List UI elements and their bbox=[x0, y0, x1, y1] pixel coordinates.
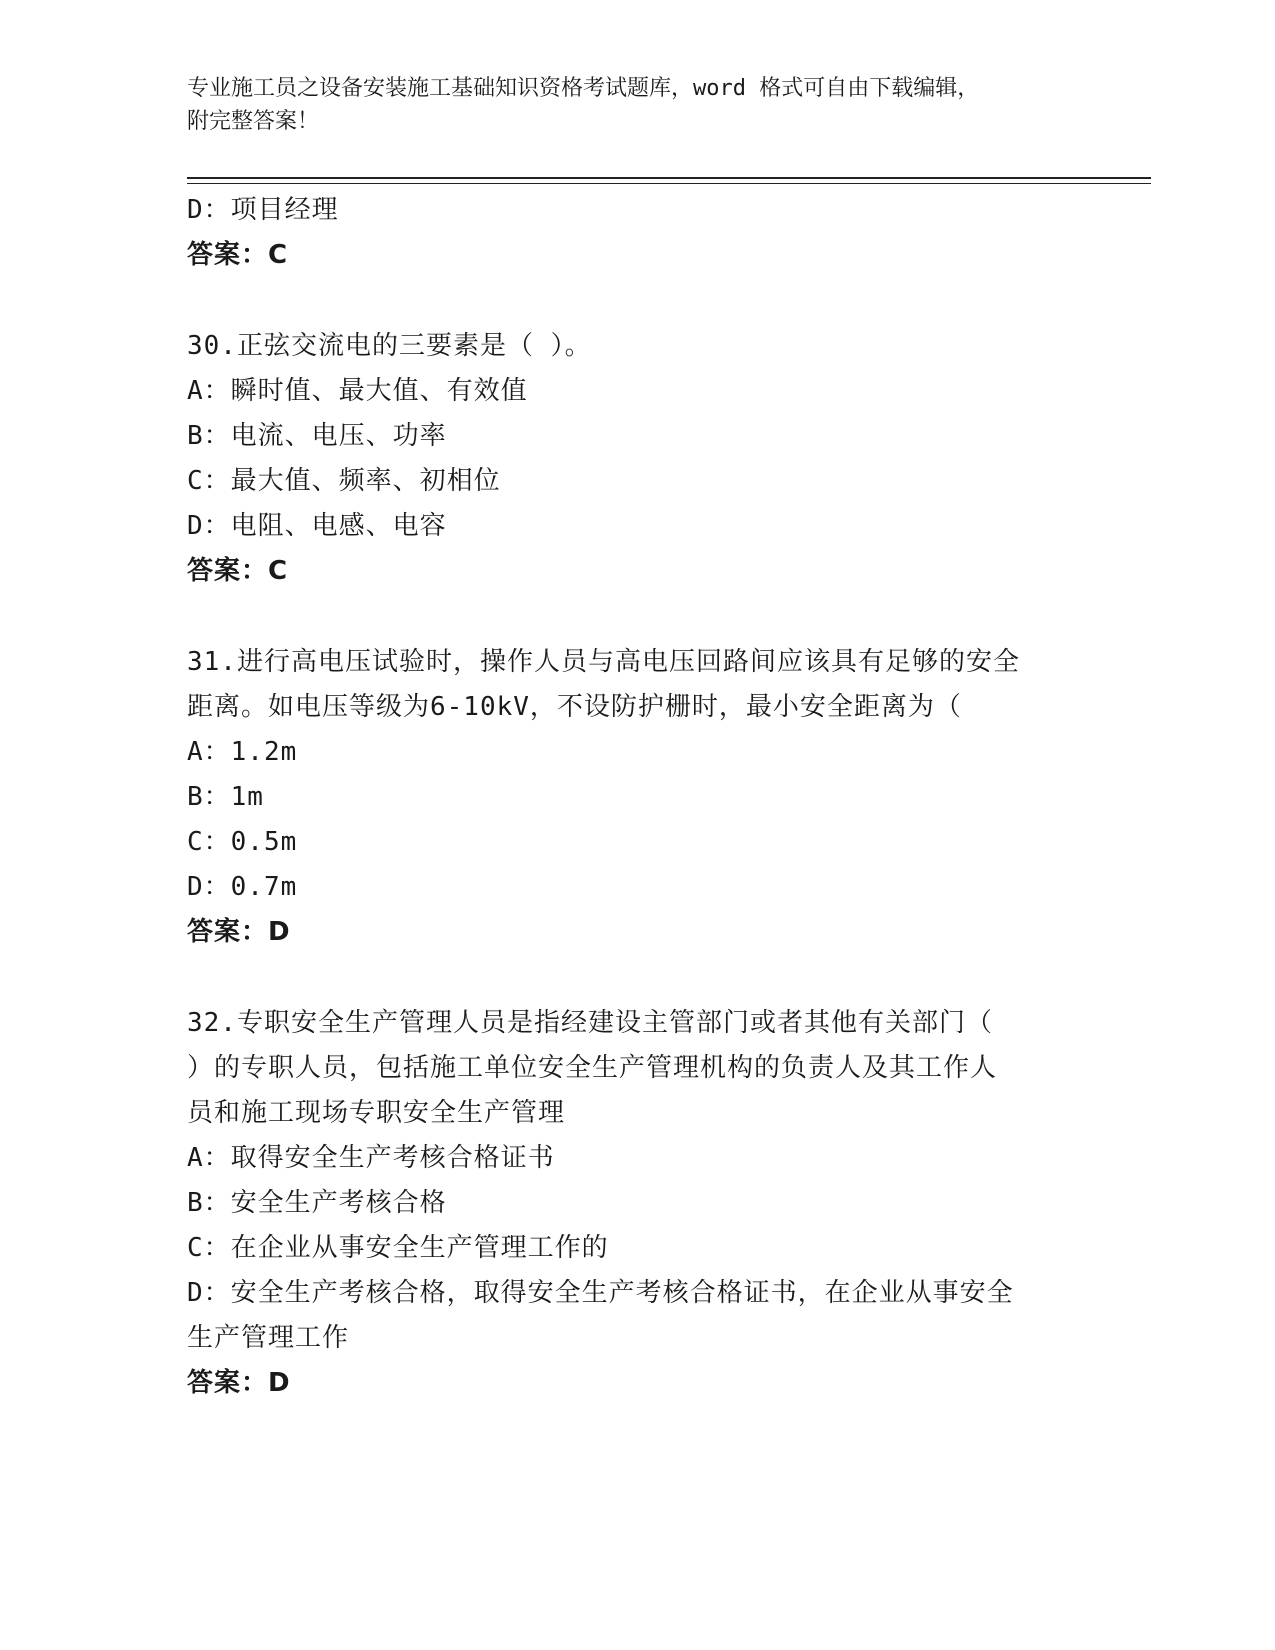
question-30 bbox=[187, 324, 1087, 594]
question-stem: 30.正弦交流电的三要素是（ ）。 bbox=[187, 331, 592, 361]
option-b: B：1m bbox=[187, 782, 264, 812]
option-d-continued: 生产管理工作 bbox=[187, 1323, 350, 1353]
document-header bbox=[187, 72, 1087, 138]
question-32 bbox=[187, 1001, 1087, 1406]
answer: 答案：D bbox=[187, 917, 291, 947]
question-list bbox=[187, 188, 1087, 1406]
option-a: A：瞬时值、最大值、有效值 bbox=[187, 376, 528, 406]
prev-answer: 答案：C bbox=[187, 240, 289, 270]
option-a: A：取得安全生产考核合格证书 bbox=[187, 1143, 555, 1173]
prev-option-d: D：项目经理 bbox=[187, 195, 339, 225]
question-stem: 员和施工现场专职安全生产管理 bbox=[187, 1098, 566, 1128]
question-31 bbox=[187, 640, 1087, 955]
option-c: C：0.5m bbox=[187, 827, 298, 857]
header-line-1: 专业施工员之设备安装施工基础知识资格考试题库，word 格式可自由下载编辑， bbox=[187, 76, 980, 101]
question-stem: 32.专职安全生产管理人员是指经建设主管部门或者其他有关部门（ bbox=[187, 1008, 993, 1038]
option-d: D：0.7m bbox=[187, 872, 298, 902]
header-line-2: 附完整答案！ bbox=[187, 109, 320, 134]
option-c: C：在企业从事安全生产管理工作的 bbox=[187, 1233, 609, 1263]
header-divider-thick bbox=[187, 177, 1151, 179]
question-stem: 距离。如电压等级为6-10kV，不设防护栅时，最小安全距离为（ bbox=[187, 692, 962, 722]
header-divider-thin bbox=[187, 183, 1151, 184]
option-a: A：1.2m bbox=[187, 737, 298, 767]
option-b: B：电流、电压、功率 bbox=[187, 421, 447, 451]
answer: 答案：C bbox=[187, 556, 289, 586]
option-c: C：最大值、频率、初相位 bbox=[187, 466, 501, 496]
question-stem: 31.进行高电压试验时，操作人员与高电压回路间应该具有足够的安全 bbox=[187, 647, 1020, 677]
option-d: D：电阻、电感、电容 bbox=[187, 511, 447, 541]
option-b: B：安全生产考核合格 bbox=[187, 1188, 447, 1218]
option-d: D：安全生产考核合格，取得安全生产考核合格证书，在企业从事安全 bbox=[187, 1278, 1014, 1308]
question-stem: ）的专职人员，包括施工单位安全生产管理机构的负责人及其工作人 bbox=[187, 1053, 998, 1083]
answer: 答案：D bbox=[187, 1368, 291, 1398]
